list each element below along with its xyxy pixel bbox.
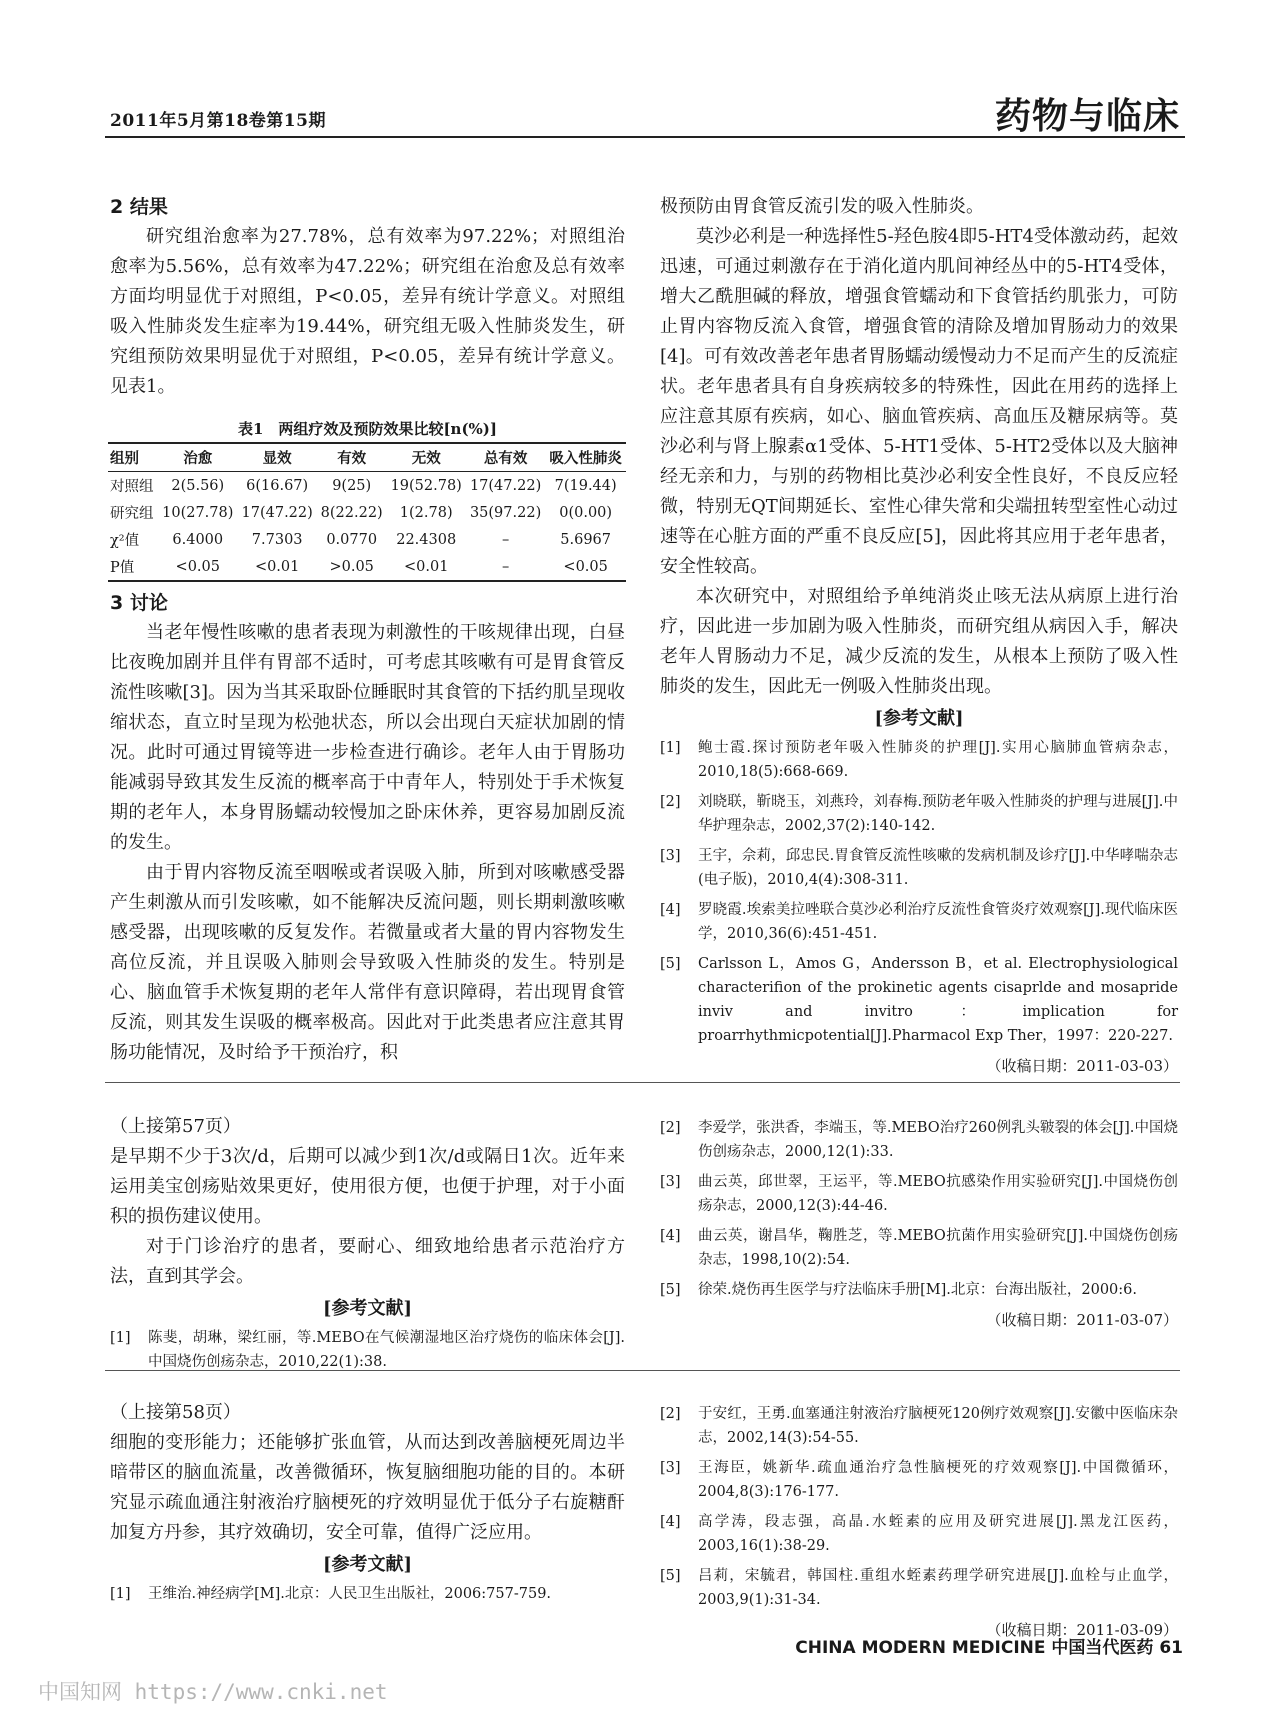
section-divider — [105, 1082, 1180, 1083]
received-date: （收稿日期：2011-03-09） — [986, 1621, 1178, 1639]
article-paragraph: 是早期不少于3次/d，后期可以减少到1次/d或隔日1次。近年来运用美宝创疡贴效果更好，使用很方便，也便于护理，对于小面积的损伤建议使用。 — [110, 1146, 625, 1227]
reference-number: [3] — [660, 848, 681, 864]
reference-item — [110, 1582, 625, 1606]
discussion-paragraph: 极预防由胃食管反流引发的吸入性肺炎。 — [660, 196, 984, 217]
reference-number: [5] — [660, 1282, 681, 1298]
reference-number: [2] — [660, 1406, 681, 1422]
table-header: 组别 — [108, 443, 158, 472]
table-header: 总有效 — [466, 443, 545, 472]
reference-text: 于安红，王勇.血塞通注射液治疗脑梗死120例疗效观察[J].安徽中医临床杂志，2002,14(3):54-55. — [698, 1406, 1178, 1446]
reference-text: 陈斐，胡琳，梁红丽，等.MEBO在气候潮湿地区治疗烧伤的临床体会[J].中国烧伤创疡杂志，2010,22(1):38. — [148, 1330, 625, 1370]
table-cell: 0(0.00) — [559, 504, 613, 521]
table-cell: <0.05 — [158, 553, 237, 581]
table-cell: 7(19.44) — [554, 477, 617, 494]
reference-text: 罗晓霞.埃索美拉唑联合莫沙必利治疗反流性食管炎疗效观察[J].现代临床医学，2010,36(6):451-451. — [698, 902, 1178, 942]
table-cell: 35(97.22) — [469, 504, 542, 521]
continued-article-58 — [110, 1398, 625, 1612]
results-paragraph: 研究组治愈率为27.78%，总有效率为97.22%；对照组治愈率为5.56%，总有效率为47.22%；研究组在治愈及总有效率方面均明显优于对照组，P<0.05，差异有统计学意义。对照组吸入性肺炎发生症率为19.44%，研究组无吸入性肺炎发生，研究组预防效果明显优于对照组，P<0.05，差异有统计学意义。见表1。 — [110, 226, 625, 397]
reference-number: [5] — [660, 1568, 681, 1584]
references-list — [110, 1326, 625, 1374]
continuation-note: （上接第58页） — [110, 1402, 241, 1423]
article-paragraph: 对于门诊治疗的患者，要耐心、细致地给患者示范治疗方法，直到其学会。 — [110, 1236, 625, 1287]
reference-item — [110, 1326, 625, 1374]
discussion-paragraph: 当老年慢性咳嗽的患者表现为刺激性的干咳规律出现，白昼比夜晚加剧并且伴有胃部不适时，可考虑其咳嗽有可是胃食管反流性咳嗽[3]。因为当其采取卧位睡眠时其食管的下括约肌呈现收缩状态，直立时呈现为松弛状态，所以会出现白天症状加剧的情况。此时可通过胃镜等进一步检查进行确诊。老年人由于胃肠功能减弱导致其发生反流的概率高于中青年人，特别处于手术恢复期的老年人，本身胃肠蠕动较慢加之卧床休养，更容易加剧反流的发生。 — [110, 622, 625, 853]
discussion-continued — [660, 192, 1178, 1078]
reference-text: 鲍士霞.探讨预防老年吸入性肺炎的护理[J].实用心脑肺血管病杂志，2010,18(5):668-669. — [698, 740, 1178, 780]
table-row — [108, 526, 626, 553]
reference-number: [1] — [110, 1586, 131, 1602]
reference-text: 高学涛，段志强，高晶.水蛭素的应用及研究进展[J].黑龙江医药，2003,16(1):38-29. — [698, 1514, 1178, 1554]
reference-item — [660, 790, 1178, 838]
reference-number: [3] — [660, 1174, 681, 1190]
reference-item — [660, 1456, 1178, 1504]
table-cell: <0.05 — [545, 553, 626, 581]
reference-number: [3] — [660, 1460, 681, 1476]
reference-text: 曲云英，邱世翠，王运平，等.MEBO抗感染作用实验研究[J].中国烧伤创疡杂志，2000,12(3):44-46. — [698, 1174, 1178, 1214]
reference-text: 吕莉，宋毓君，韩国柱.重组水蛭素药理学研究进展[J].血栓与止血学，2003,9(1):31-34. — [698, 1568, 1178, 1608]
reference-text: 刘晓联，靳晓玉，刘燕玲，刘春梅.预防老年吸入性肺炎的护理与进展[J].中华护理杂志，2002,37(2):140-142. — [698, 794, 1178, 834]
references-list — [660, 736, 1178, 1078]
issue-info: 2011年5月第18卷第15期 — [110, 111, 326, 131]
table-cell: 2(5.56) — [171, 477, 225, 494]
table-row — [108, 499, 626, 526]
table-cell: 19(52.78) — [390, 477, 462, 494]
table-cell: 6.4000 — [172, 531, 224, 548]
table-cell: 对照组 — [110, 479, 154, 495]
table-cell: 7.7303 — [251, 531, 303, 548]
table-cell: P值 — [108, 553, 158, 581]
table-cell: >0.05 — [317, 553, 387, 581]
table-header: 显效 — [237, 443, 316, 472]
reference-text: 徐荣.烧伤再生医学与疗法临床手册[M].北京：台海出版社，2000:6. — [698, 1282, 1137, 1298]
references-heading: [参考文献] — [322, 1554, 413, 1575]
table-cell: 22.4308 — [396, 531, 457, 548]
journal-footer: CHINA MODERN MEDICINE 中国当代医药 61 — [795, 1638, 1183, 1658]
discussion-paragraph: 莫沙必利是一种选择性5-羟色胺4即5-HT4受体激动药，起效迅速，可通过刺激存在于消化道内肌间神经丛中的5-HT4受体，增大乙酰胆碱的释放，增强食管蠕动和下食管括约肌张力，可防止胃内容物反流入食管，增强食管的清除及增加胃肠动力的效果[4]。可有效改善老年患者胃肠蠕动缓慢动力不足而产生的反流症状。老年患者具有自身疾病较多的特殊性，因此在用药的选择上应注意其原有疾病，如心、脑血管疾病、高血压及糖尿病等。莫沙必利与肾上腺素α1受体、5-HT1受体、5-HT2受体以及大脑神经无亲和力，与别的药物相比莫沙必利安全性良好，不良反应轻微，特别无QT间期延长、室性心律失常和尖端扭转型室性心动过速等在心脏方面的严重不良反应[5]，因此将其应用于老年患者，安全性较高。 — [660, 226, 1178, 577]
discussion-heading: 3 讨论 — [110, 592, 168, 614]
reference-item — [660, 1278, 1178, 1302]
table-row — [108, 472, 626, 500]
table-cell: <0.01 — [237, 553, 316, 581]
reference-number: [5] — [660, 956, 681, 972]
reference-item — [660, 1402, 1178, 1450]
table-header-row — [108, 443, 626, 472]
table-cell: 0.0770 — [326, 531, 378, 548]
table-header: 治愈 — [158, 443, 237, 472]
reference-text: Carlsson L，Amos G，Andersson B，et al. Electrophysiological characterifion of the prokinetic agents cisaprlde and mosapride inviv and invitro：implication for proarrhythmicpotential[J].Pharmacol Exp Ther，1997：220-227. — [698, 956, 1178, 1044]
received-date: （收稿日期：2011-03-07） — [986, 1311, 1178, 1329]
table-cell: – — [466, 553, 545, 581]
reference-number: [2] — [660, 1120, 681, 1136]
table-row — [108, 553, 626, 581]
article-paragraph: 细胞的变形能力；还能够扩张血管，从而达到改善脑梗死周边半暗带区的脑血流量，改善微循环，恢复脑细胞功能的目的。本研究显示疏血通注射液治疗脑梗死的疗效明显优于低分子右旋糖酐加复方丹参，其疗效确切，安全可靠，值得广泛应用。 — [110, 1432, 625, 1543]
reference-item — [660, 1170, 1178, 1218]
section-divider — [105, 1370, 1180, 1371]
reference-number: [4] — [660, 902, 681, 918]
table-cell: 6(16.67) — [246, 477, 309, 494]
continued-references-58 — [660, 1402, 1178, 1642]
section-title: 药物与临床 — [994, 96, 1180, 137]
table-cell: <0.01 — [387, 553, 466, 581]
discussion-paragraph: 本次研究中，对照组给予单纯消炎止咳无法从病原上进行治疗，因此进一步加剧为吸入性肺炎，而研究组从病因入手，解决老年人胃肠动力不足，减少反流的发生，从根本上预防了吸入性肺炎的发生，因此无一例吸入性肺炎出现。 — [660, 586, 1178, 697]
results-section — [110, 192, 625, 402]
table-cell: 17(47.22) — [241, 504, 313, 521]
table-cell: 10(27.78) — [162, 504, 234, 521]
reference-text: 王维治.神经病学[M].北京：人民卫生出版社，2006:757-759. — [148, 1586, 552, 1602]
table-cell: χ²值 — [110, 533, 140, 549]
reference-number: [4] — [660, 1228, 681, 1244]
reference-item — [660, 898, 1178, 946]
table-cell: 8(22.22) — [320, 504, 383, 521]
table-cell: 1(2.78) — [399, 504, 453, 521]
reference-number: [2] — [660, 794, 681, 810]
results-heading: 2 结果 — [110, 196, 168, 218]
table-cell: – — [501, 531, 510, 548]
reference-item — [660, 1510, 1178, 1558]
continued-references-57 — [660, 1116, 1178, 1332]
reference-number: [1] — [110, 1330, 131, 1346]
table-cell: 9(25) — [332, 477, 372, 494]
table-cell: 5.6967 — [560, 531, 612, 548]
reference-number: [1] — [660, 740, 681, 756]
reference-text: 王海臣，姚新华.疏血通治疗急性脑梗死的疗效观察[J].中国微循环，2004,8(3):176-177. — [698, 1460, 1178, 1500]
discussion-section — [110, 588, 625, 1068]
references-list — [110, 1582, 625, 1606]
table-cell: 研究组 — [110, 506, 154, 522]
reference-item — [660, 1224, 1178, 1272]
reference-item — [660, 1564, 1178, 1612]
reference-text: 李爱学，张洪香，李端玉，等.MEBO治疗260例乳头皲裂的体会[J].中国烧伤创疡杂志，2000,12(1):33. — [698, 1120, 1178, 1160]
reference-text: 王宇，佘莉，邱忠民.胃食管反流性咳嗽的发病机制及诊疗[J].中华哮喘杂志(电子版)，2010,4(4):308-311. — [698, 848, 1178, 888]
reference-number: [4] — [660, 1514, 681, 1530]
reference-item — [660, 1116, 1178, 1164]
table-header: 无效 — [387, 443, 466, 472]
received-date: （收稿日期：2011-03-03） — [986, 1057, 1178, 1075]
efficacy-table — [108, 442, 626, 582]
table-header: 有效 — [317, 443, 387, 472]
references-heading: [参考文献] — [322, 1298, 413, 1319]
continuation-note: （上接第57页） — [110, 1116, 241, 1137]
reference-item — [660, 844, 1178, 892]
reference-text: 曲云英，谢昌华，鞠胜芝，等.MEBO抗菌作用实验研究[J].中国烧伤创疡杂志，1998,10(2):54. — [698, 1228, 1178, 1268]
discussion-paragraph: 由于胃内容物反流至咽喉或者误吸入肺，所到对咳嗽感受器产生刺激从而引发咳嗽，如不能解决反流问题，则长期刺激咳嗽感受器，出现咳嗽的反复发作。若微量或者大量的胃内容物发生高位反流，并且误吸入肺则会导致吸入性肺炎的发生。特别是心、脑血管手术恢复期的老年人常伴有意识障碍，若出现胃食管反流，则其发生误吸的概率极高。因此对于此类患者应注意其胃肠功能情况，及时给予干预治疗，积 — [110, 862, 625, 1063]
table-title: 表1 两组疗效及预防效果比较[n(%)] — [238, 420, 497, 438]
references-heading: [参考文献] — [874, 708, 964, 729]
continued-article-57 — [110, 1112, 625, 1380]
cnki-watermark: 中国知网 https://www.cnki.net — [38, 1680, 388, 1704]
table-header: 吸入性肺炎 — [545, 443, 626, 472]
reference-item — [660, 736, 1178, 784]
reference-item — [660, 952, 1178, 1048]
header-rule — [105, 136, 1185, 138]
table-cell: 17(47.22) — [469, 477, 542, 494]
